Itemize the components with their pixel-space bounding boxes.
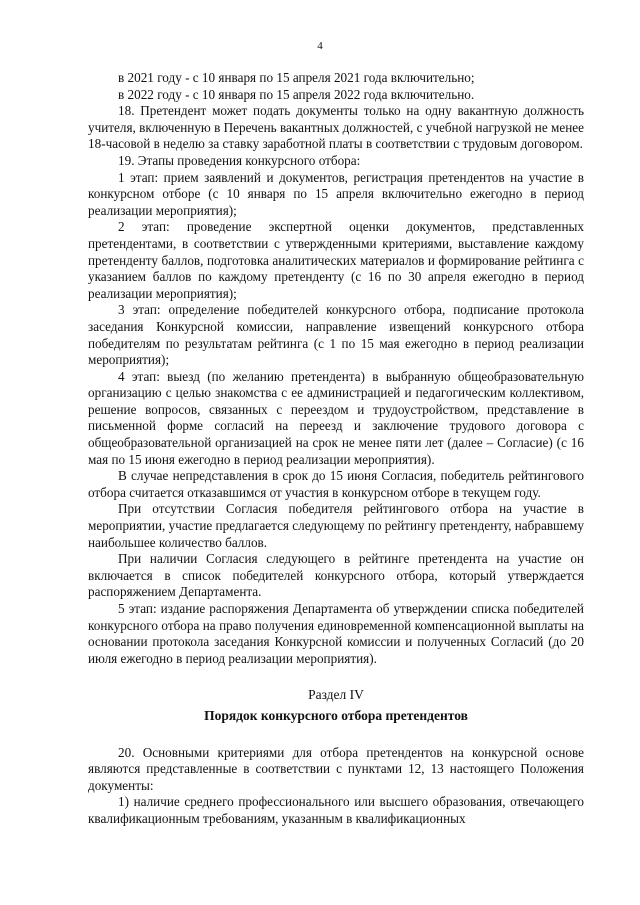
paragraph-stage-5: 5 этап: издание распоряжения Департамента об утверждении списка победителей конкурсного отбора на право получения единовременной компенсационной выплаты на основании протокола заседания Конкурсной комиссии и полученных Согласий (до 20 июля ежегодно в период реализации мероприятия). — [88, 601, 584, 666]
paragraph-18: 18. Претендент может подать документы только на одну вакантную должность учителя, включенную в Перечень вакантных должностей, с учебной нагрузкой не менее 18-часовой в неделю за ставку заработной платы в соответствии с трудовым договором. — [88, 103, 584, 152]
paragraph-stage-1: 1 этап: прием заявлений и документов, регистрация претендентов на участие в конкурсном отборе (с 10 января по 15 апреля включительно ежегодно в период реализации мероприятия); — [88, 169, 584, 218]
page-number: 4 — [317, 40, 323, 52]
section-number: Раздел IV — [308, 687, 364, 703]
paragraph-19: 19. Этапы проведения конкурсного отбора: — [118, 152, 361, 168]
paragraph-20: 20. Основными критериями для отбора претендентов на конкурсной основе являются представленные в соответствии с пунктами 12, 13 настоящего Положения документы: — [88, 744, 584, 793]
paragraph-2021: в 2021 году - с 10 января по 15 апреля 2021 года включительно; — [118, 70, 475, 85]
section-heading: Порядок конкурсного отбора претендентов — [204, 707, 468, 723]
paragraph-absence-of-consent: При отсутствии Согласия победителя рейтингового отбора на участие в мероприятии, участие предлагается следующему по рейтингу претенденту, набравшему наибольшее количество баллов. — [88, 501, 584, 550]
document-body — [88, 70, 584, 828]
paragraph-stage-2: 2 этап: проведение экспертной оценки документов, представленных претендентами, в соответствии с утвержденными критериями, выставление каждому претенденту баллов, подготовка аналитических материалов и формирование рейтинга с указанием баллов по каждому претенденту (с 16 по 30 апреля ежегодно в период реализации мероприятия); — [88, 219, 584, 301]
paragraph-consent-next: При наличии Согласия следующего в рейтинге претендента на участие он включается в список победителей конкурсного отбора, который утверждается распоряжением Департамента. — [88, 551, 584, 600]
paragraph-2022: в 2022 году - с 10 января по 15 апреля 2022 года включительно. — [118, 86, 475, 102]
paragraph-criterion-1: 1) наличие среднего профессионального или высшего образования, отвечающего квалификационным требованиям, указанным в квалификационных — [88, 794, 584, 826]
paragraph-non-submission: В случае непредставления в срок до 15 июня Согласия, победитель рейтингового отбора считается отказавшимся от участия в конкурсном отборе в текущем году. — [88, 468, 584, 500]
paragraph-stage-4: 4 этап: выезд (по желанию претендента) в выбранную общеобразовательную организацию с целью знакомства с ее администрацией и педагогическим коллективом, решение вопросов, связанных с переездом и трудоустройством, представление в письменной форме согласий на переезд и заключение трудового договора с общеобразовательной организацией на срок не менее пяти лет (далее – Согласие) (с 16 мая по 15 июня ежегодно в период реализации мероприятия). — [88, 368, 584, 467]
paragraph-stage-3: 3 этап: определение победителей конкурсного отбора, подписание протокола заседания Конкурсной комиссии, направление извещений конкурсного отбора победителям по результатам рейтинга (с 1 по 15 мая ежегодно в период реализации мероприятия); — [88, 302, 584, 368]
